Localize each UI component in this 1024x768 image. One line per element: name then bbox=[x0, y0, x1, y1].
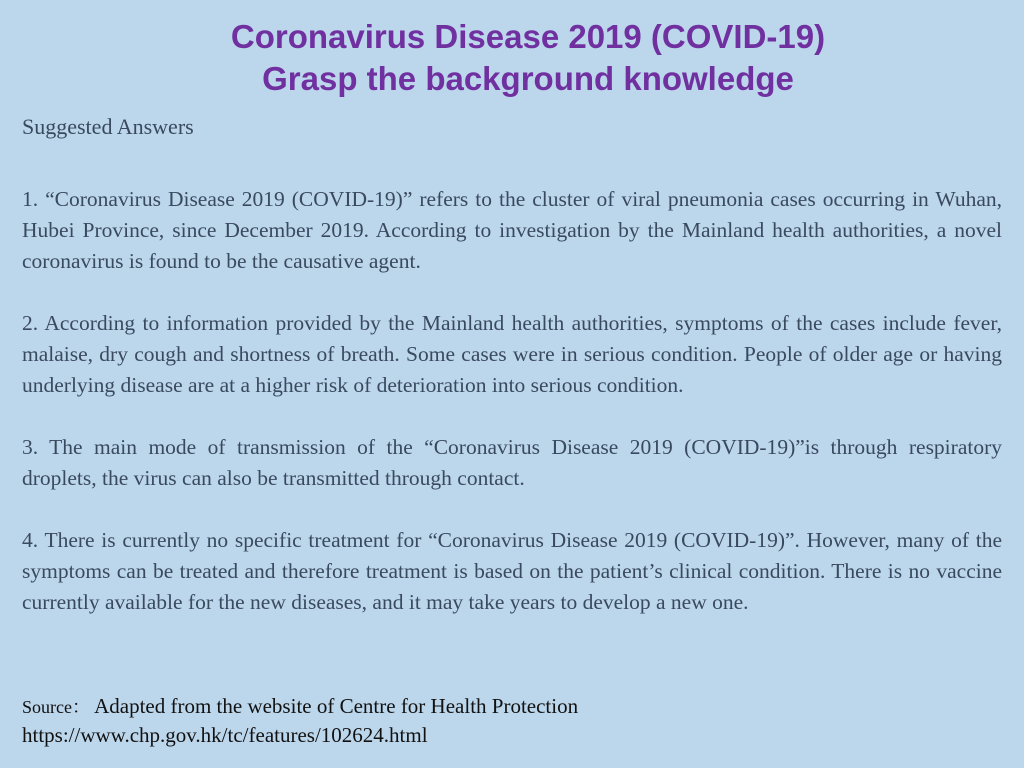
source-line bbox=[22, 692, 578, 721]
suggested-answers-heading: Suggested Answers bbox=[22, 114, 194, 139]
answer-2: 2. According to information provided by the Mainland health authorities, symptoms of the cases include fever, malaise, dry cough and shortness of breath. Some cases were in serious condition. People of older age or having underlying disease are at a higher risk of deterioration into serious condition. bbox=[22, 311, 1002, 397]
answers-list bbox=[22, 184, 1002, 649]
source-note bbox=[22, 692, 578, 749]
answer-1: 1. “Coronavirus Disease 2019 (COVID-19)” refers to the cluster of viral pneumonia cases occurring in Wuhan, Hubei Province, since December 2019. According to investigation by the Mainland health authorities, a novel coronavirus is found to be the causative agent. bbox=[22, 187, 1002, 273]
source-label: Source： bbox=[22, 697, 90, 717]
slide-title: Coronavirus Disease 2019 (COVID-19) bbox=[230, 18, 826, 55]
source-url[interactable]: https://www.chp.gov.hk/tc/features/102624.html bbox=[22, 723, 428, 747]
slide-subtitle: Grasp the background knowledge bbox=[262, 60, 794, 97]
answer-4: 4. There is currently no specific treatment for “Coronavirus Disease 2019 (COVID-19)”. However, many of the symptoms can be treated and therefore treatment is based on the patient’s clinical condition. There is no vaccine currently available for the new diseases, and it may take years to develop a new one. bbox=[22, 528, 1002, 614]
answer-3: 3. The main mode of transmission of the “Coronavirus Disease 2019 (COVID-19)”is through respiratory droplets, the virus can also be transmitted through contact. bbox=[22, 435, 1002, 490]
source-text: Adapted from the website of Centre for Health Protection bbox=[94, 694, 579, 718]
